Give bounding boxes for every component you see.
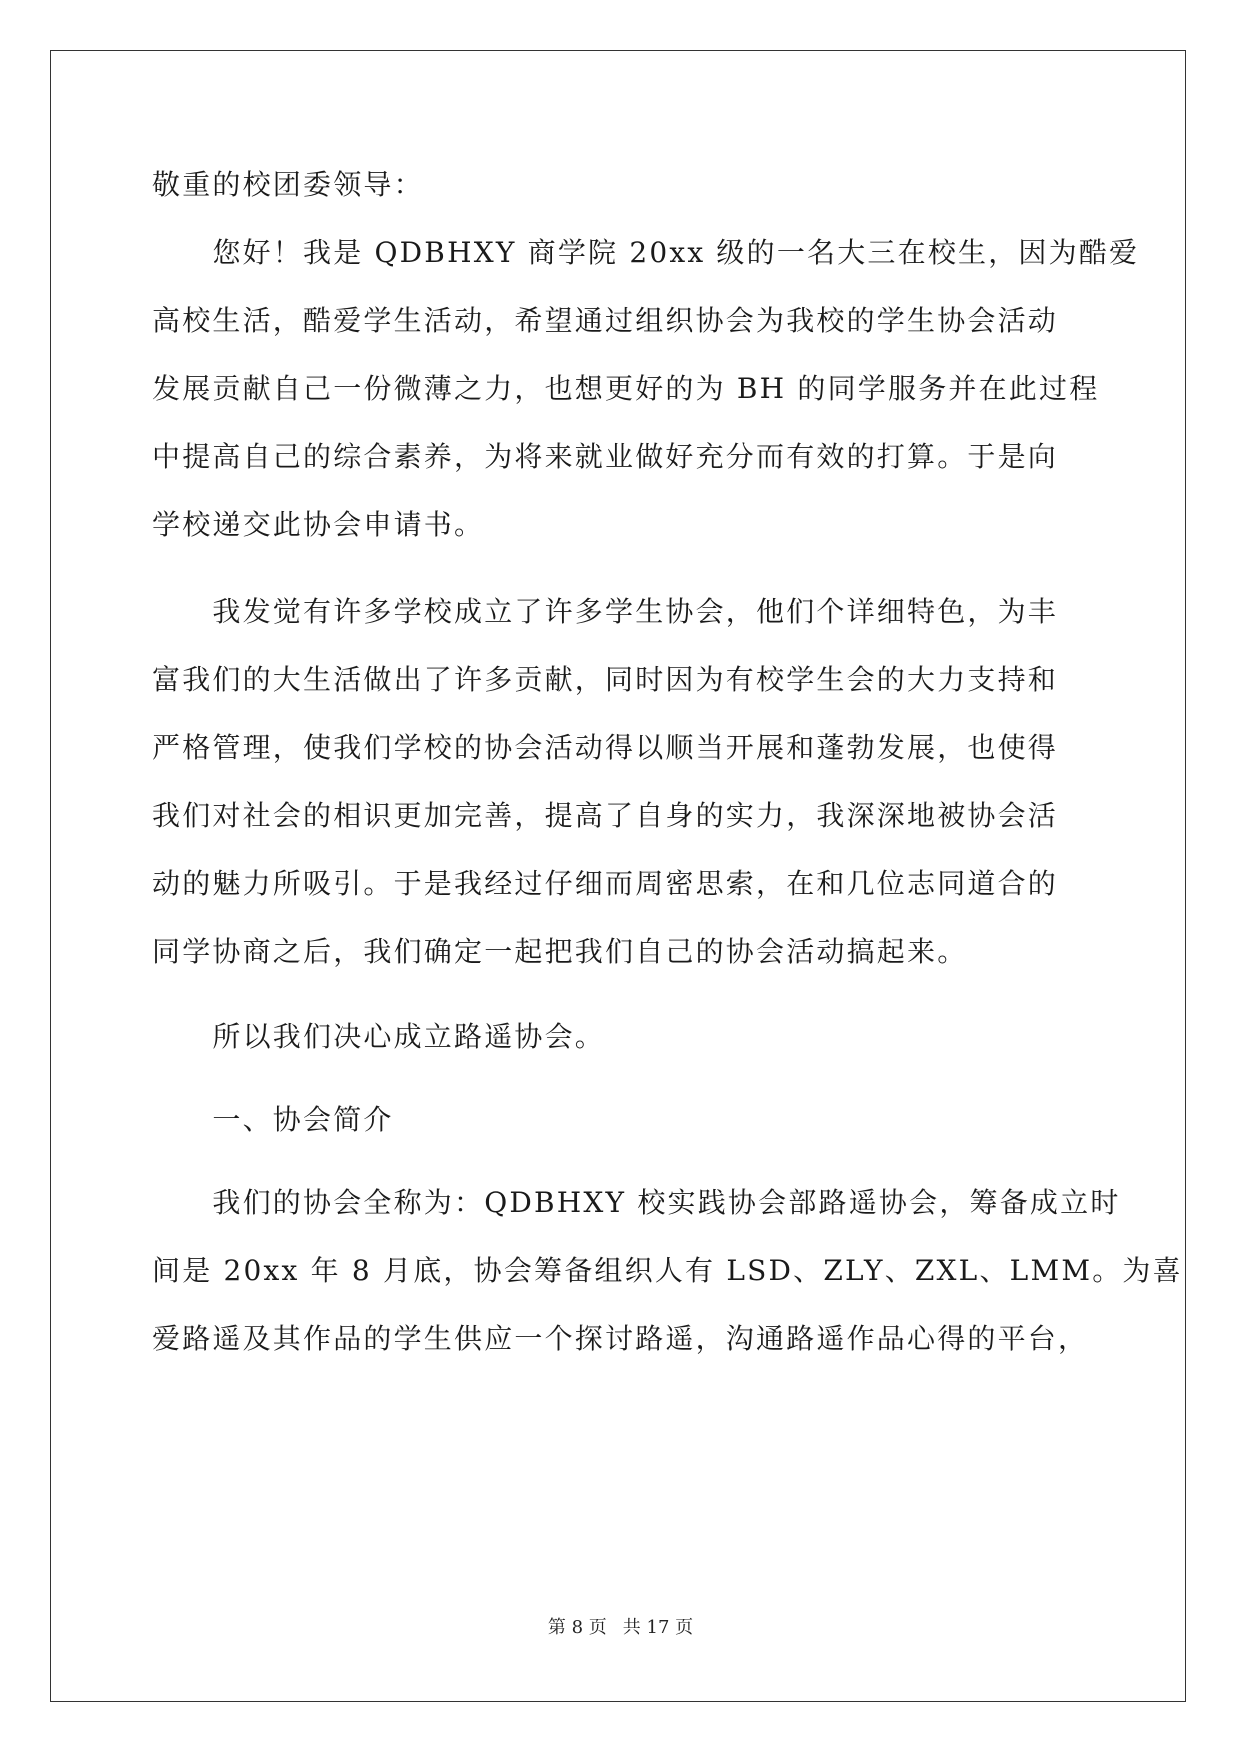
text-line: 所以我们决心成立路遥协会。 bbox=[152, 1020, 606, 1053]
text-line: 我们的协会全称为：QDBHXY 校实践协会部路遥协会，筹备成立时 bbox=[152, 1186, 1121, 1219]
text-line: 高校生活，酷爱学生活动，希望通过组织协会为我校的学生协会活动 bbox=[152, 304, 1059, 337]
text-line: 同学协商之后，我们确定一起把我们自己的协会活动搞起来。 bbox=[152, 935, 968, 968]
page-number: 第 8 页 bbox=[547, 1617, 607, 1638]
text-line: 爱路遥及其作品的学生供应一个探讨路遥，沟通路遥作品心得的平台， bbox=[152, 1322, 1089, 1355]
text-line: 学校递交此协会申请书。 bbox=[152, 508, 485, 541]
text-line: 敬重的校团委领导： bbox=[152, 168, 424, 201]
text-line: 您好！我是 QDBHXY 商学院 20xx 级的一名大三在校生，因为酷爱 bbox=[152, 236, 1140, 269]
page-total: 共 17 页 bbox=[622, 1617, 694, 1638]
text-line: 严格管理，使我们学校的协会活动得以顺当开展和蓬勃发展，也使得 bbox=[152, 731, 1059, 764]
text-line: 我们对社会的相识更加完善，提高了自身的实力，我深深地被协会活 bbox=[152, 799, 1059, 832]
text-line: 我发觉有许多学校成立了许多学生协会，他们个详细特色，为丰 bbox=[152, 595, 1059, 628]
text-line: 间是 20xx 年 8 月底，协会筹备组织人有 LSD、ZLY、ZXL、LMM。为喜 bbox=[152, 1254, 1183, 1287]
text-line: 富我们的大生活做出了许多贡献，同时因为有校学生会的大力支持和 bbox=[152, 663, 1059, 696]
text-line: 发展贡献自己一份微薄之力，也想更好的为 BH 的同学服务并在此过程 bbox=[152, 372, 1100, 405]
text-line: 动的魅力所吸引。于是我经过仔细而周密思索，在和几位志同道合的 bbox=[152, 867, 1059, 900]
section-heading: 一、协会简介 bbox=[152, 1103, 394, 1136]
page-footer bbox=[0, 1616, 1241, 1640]
text-line: 中提高自己的综合素养，为将来就业做好充分而有效的打算。于是向 bbox=[152, 440, 1059, 473]
